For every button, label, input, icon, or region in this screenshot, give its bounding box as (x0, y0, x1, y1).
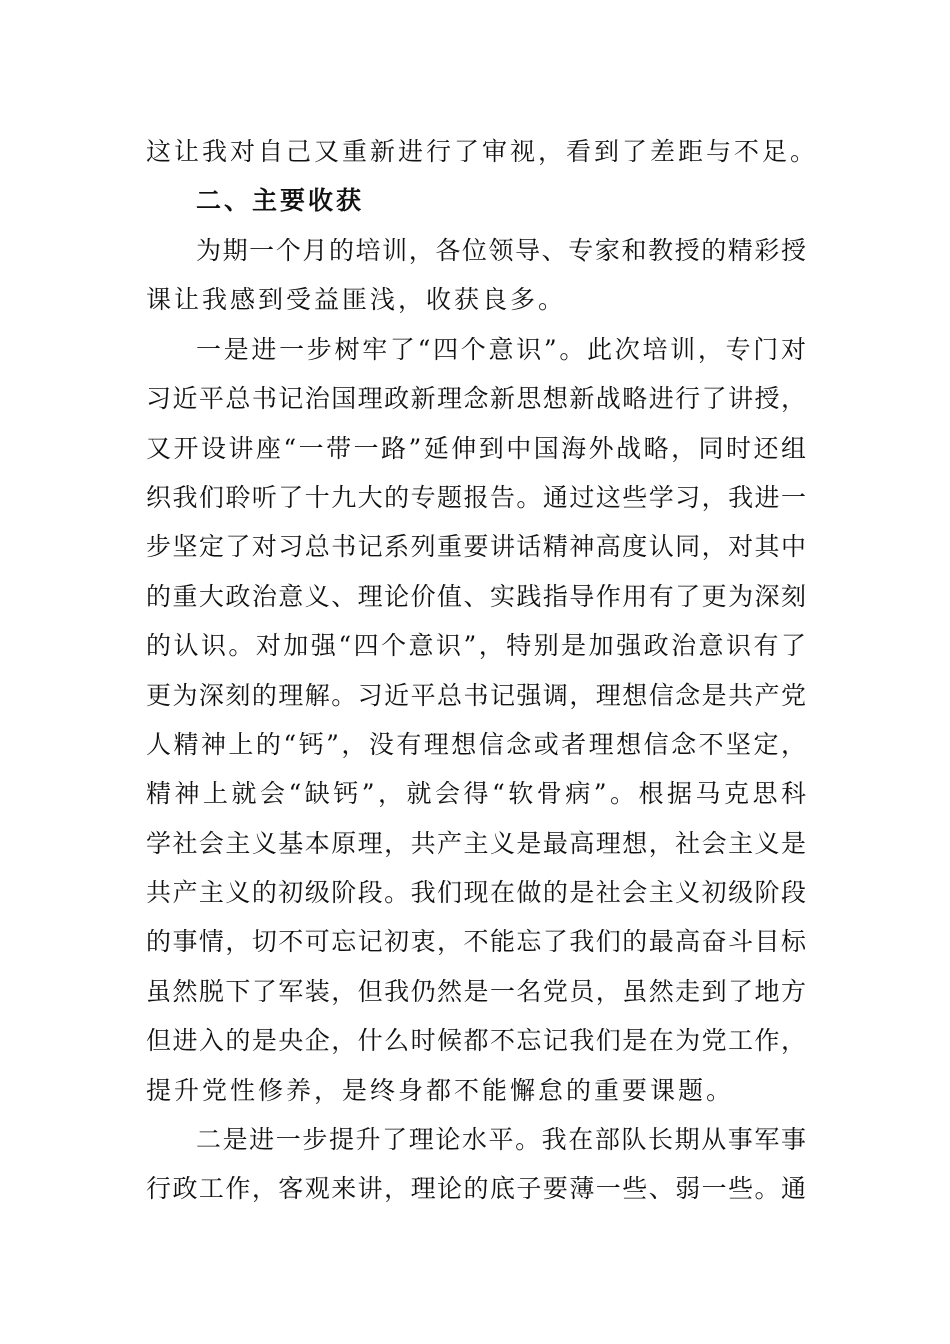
paragraph-line: 课让我感到受益匪浅，收获良多。 (146, 285, 567, 314)
paragraph-line: 的事情，切不可忘记初衷，不能忘了我们的最高奋斗目标 (146, 927, 806, 956)
paragraph-line: 这让我对自己又重新进行了审视，看到了差距与不足。 (146, 137, 819, 166)
paragraph-line: 二是进一步提升了理论水平。我在部队长期从事军事 (196, 1125, 806, 1154)
section-heading: 二、主要收获 (196, 186, 365, 215)
paragraph-line: 但进入的是央企，什么时候都不忘记我们是在为党工作， (146, 1026, 806, 1055)
paragraph-line: 精神上就会“缺钙”，就会得“软骨病”。根据马克思科 (146, 779, 806, 808)
paragraph-line: 的认识。对加强“四个意识”，特别是加强政治意识有了 (146, 631, 806, 660)
paragraph-line: 提升党性修养，是终身都不能懈怠的重要课题。 (146, 1076, 735, 1105)
paragraph-line: 织我们聆听了十九大的专题报告。通过这些学习，我进一 (146, 483, 806, 512)
paragraph-line: 又开设讲座“一带一路”延伸到中国海外战略，同时还组 (146, 434, 806, 463)
paragraph-line: 的重大政治意义、理论价值、实践指导作用有了更为深刻 (146, 582, 806, 611)
paragraph-line: 习近平总书记治国理政新理念新思想新战略进行了讲授， (146, 384, 806, 413)
paragraph-line: 虽然脱下了军装，但我仍然是一名党员，虽然走到了地方 (146, 977, 806, 1006)
paragraph-line: 共产主义的初级阶段。我们现在做的是社会主义初级阶段 (146, 878, 806, 907)
paragraph-line: 步坚定了对习总书记系列重要讲话精神高度认同，对其中 (146, 532, 806, 561)
paragraph-line: 为期一个月的培训，各位领导、专家和教授的精彩授 (196, 236, 806, 265)
paragraph-line: 更为深刻的理解。习近平总书记强调，理想信念是共产党 (146, 681, 806, 710)
paragraph-line: 一是进一步树牢了“四个意识”。此次培训，专门对 (196, 335, 806, 364)
paragraph-line: 行政工作，客观来讲，理论的底子要薄一些、弱一些。通 (146, 1174, 806, 1203)
paragraph-line: 人精神上的“钙”，没有理想信念或者理想信念不坚定， (146, 730, 806, 759)
paragraph-line: 学社会主义基本原理，共产主义是最高理想，社会主义是 (146, 829, 806, 858)
